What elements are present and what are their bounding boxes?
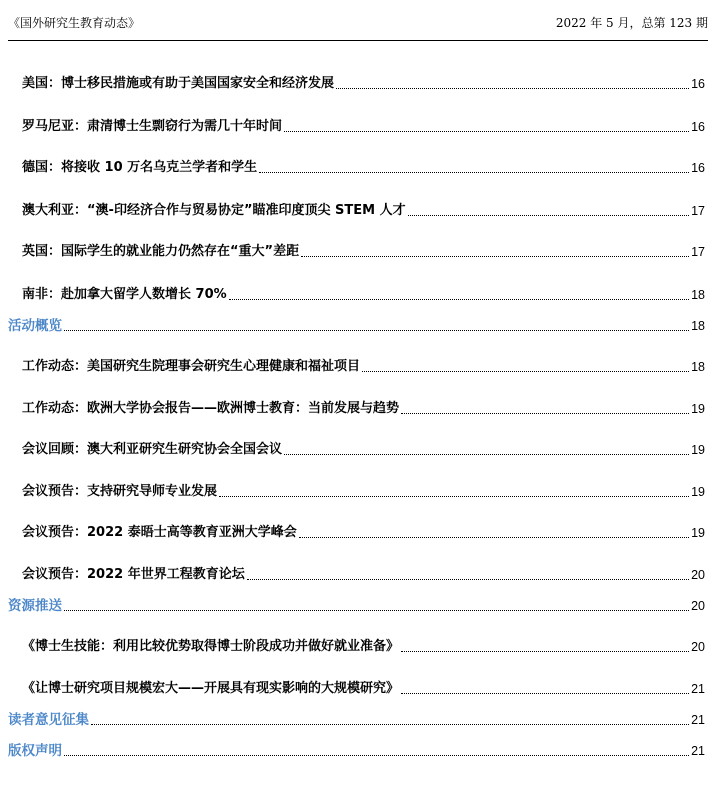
toc-entry[interactable] xyxy=(22,520,705,542)
dot-leader xyxy=(284,131,689,132)
toc-entry[interactable] xyxy=(22,155,705,177)
toc-entry[interactable] xyxy=(22,396,705,418)
toc-entry-page: 19 xyxy=(691,485,705,499)
toc-entry-title: 澳大利亚：“澳-印经济合作与贸易协定”瞄准印度顶尖 STEM 人才 xyxy=(22,203,406,218)
dot-leader xyxy=(91,724,689,725)
issue-info: 2022 年 5 月，总第 123 期 xyxy=(555,16,708,30)
toc-entry-title: 会议预告：2022 年世界工程教育论坛 xyxy=(22,567,245,582)
toc-entry-page: 19 xyxy=(691,443,705,457)
dot-leader xyxy=(301,256,689,257)
toc-entry-title: 罗马尼亚：肃清博士生剽窃行为需几十年时间 xyxy=(22,119,283,134)
toc-entry[interactable] xyxy=(22,634,705,656)
dot-leader xyxy=(284,454,689,455)
toc-entry-title: 德国：将接收 10 万名乌克兰学者和学生 xyxy=(22,160,258,175)
journal-title: 《国外研究生教育动态》 xyxy=(8,16,141,30)
toc-entry[interactable] xyxy=(22,562,705,584)
dot-leader xyxy=(64,330,689,331)
toc-entry-title: 《让博士研究项目规模宏大——开展具有现实影响的大规模研究》 xyxy=(22,681,400,696)
toc-entry-page: 16 xyxy=(691,77,705,91)
dot-leader xyxy=(64,755,689,756)
toc-entry[interactable] xyxy=(22,437,705,459)
toc-section[interactable] xyxy=(8,738,705,760)
toc-entry-page: 19 xyxy=(691,526,705,540)
toc-entry-title: 《博士生技能：利用比较优势取得博士阶段成功并做好就业准备》 xyxy=(22,639,400,654)
toc-section-title: 读者意见征集 xyxy=(8,712,89,728)
toc-section-page: 20 xyxy=(691,599,705,613)
toc-entry[interactable] xyxy=(22,239,705,261)
toc-entry-title: 会议预告：2022 泰晤士高等教育亚洲大学峰会 xyxy=(22,525,297,540)
toc-entry-page: 17 xyxy=(691,204,705,218)
toc-entry-page: 16 xyxy=(691,120,705,134)
toc-entry[interactable] xyxy=(22,198,705,220)
toc-entry-page: 20 xyxy=(691,640,705,654)
dot-leader xyxy=(336,88,689,89)
toc-entry-page: 20 xyxy=(691,568,705,582)
dot-leader xyxy=(219,496,689,497)
toc-entry-title: 工作动态：欧洲大学协会报告——欧洲博士教育：当前发展与趋势 xyxy=(22,401,400,416)
toc-entry-page: 17 xyxy=(691,245,705,259)
toc-section[interactable] xyxy=(8,313,705,335)
dot-leader xyxy=(247,579,689,580)
toc-entry-page: 18 xyxy=(691,288,705,302)
toc-entry[interactable] xyxy=(22,114,705,136)
dot-leader xyxy=(259,172,689,173)
toc-section-page: 21 xyxy=(691,713,705,727)
toc-section-title: 资源推送 xyxy=(8,598,62,614)
toc-section-page: 18 xyxy=(691,319,705,333)
dot-leader xyxy=(401,651,689,652)
toc-entry-title: 南非：赴加拿大留学人数增长 70% xyxy=(22,287,227,302)
toc-entry-page: 18 xyxy=(691,360,705,374)
dot-leader xyxy=(401,693,689,694)
toc-entry-title: 英国：国际学生的就业能力仍然存在“重大”差距 xyxy=(22,244,300,259)
toc-entry[interactable] xyxy=(22,71,705,93)
toc-entry[interactable] xyxy=(22,479,705,501)
toc-entry-title: 会议回顾：澳大利亚研究生研究协会全国会议 xyxy=(22,442,283,457)
toc-section-page: 21 xyxy=(691,744,705,758)
toc-entry-title: 会议预告：支持研究导师专业发展 xyxy=(22,484,218,499)
toc-section-title: 活动概览 xyxy=(8,318,62,334)
toc-section[interactable] xyxy=(8,593,705,615)
dot-leader xyxy=(299,537,689,538)
dot-leader xyxy=(362,371,689,372)
dot-leader xyxy=(229,299,689,300)
toc-section-title: 版权声明 xyxy=(8,743,62,759)
toc-section[interactable] xyxy=(8,707,705,729)
toc-entry-title: 工作动态：美国研究生院理事会研究生心理健康和福祉项目 xyxy=(22,359,361,374)
toc-entry-page: 16 xyxy=(691,161,705,175)
toc-entry[interactable] xyxy=(22,354,705,376)
dot-leader xyxy=(64,610,689,611)
toc-entry-title: 美国：博士移民措施或有助于美国国家安全和经济发展 xyxy=(22,76,335,91)
dot-leader xyxy=(408,215,690,216)
toc-entry[interactable] xyxy=(22,282,705,304)
toc-entry-page: 19 xyxy=(691,402,705,416)
toc-entry-page: 21 xyxy=(691,682,705,696)
dot-leader xyxy=(401,413,689,414)
toc-entry[interactable] xyxy=(22,676,705,698)
